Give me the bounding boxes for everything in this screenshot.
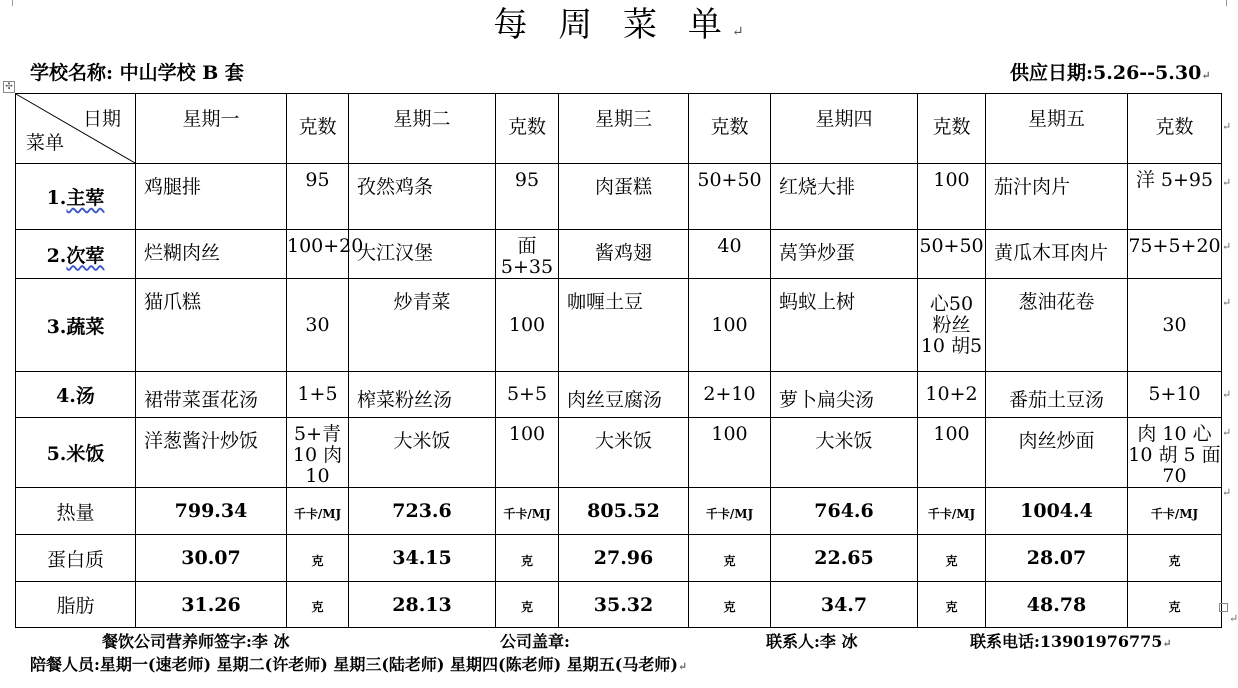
- nutrition-unit: 克: [496, 582, 559, 628]
- nutrition-unit: 克: [1128, 582, 1222, 628]
- page-title: 每 周 菜 单↵: [493, 5, 744, 45]
- weekly-menu-table: [15, 93, 1222, 628]
- nutrition-value: 31.26: [136, 582, 287, 628]
- dish-cell: 萝卜扁尖汤: [771, 372, 918, 418]
- nutrition-unit: 克: [918, 582, 986, 628]
- dish-cell: 大米饭: [349, 418, 496, 488]
- dish-cell: 茄汁肉片: [986, 164, 1128, 230]
- table-row: [16, 164, 1222, 230]
- nutrition-row: [16, 582, 1222, 628]
- header-row: [16, 94, 1222, 164]
- nutrition-value: 34.15: [349, 535, 496, 582]
- table-row: [16, 230, 1222, 279]
- nutrition-unit: 克: [689, 535, 771, 582]
- gram-cell: 50+50: [689, 164, 771, 230]
- gram-header: 克数: [287, 94, 349, 164]
- nutrition-value: 22.65: [771, 535, 918, 582]
- gram-cell: 肉 10 心 10 胡 5 面 70: [1128, 418, 1222, 488]
- gram-cell: 100: [689, 418, 771, 488]
- company-seal: 公司盖章:: [500, 632, 570, 651]
- gram-cell: 50+50: [918, 230, 986, 279]
- gram-header: 克数: [689, 94, 771, 164]
- nutrition-value: 805.52: [559, 488, 689, 535]
- dish-cell: 番茄土豆汤: [986, 372, 1128, 418]
- nutrition-row: [16, 535, 1222, 582]
- gram-cell: 5+10: [1128, 372, 1222, 418]
- nutrition-unit: 千卡/MJ: [496, 488, 559, 535]
- gram-cell: 30: [287, 279, 349, 372]
- dish-cell: 大米饭: [771, 418, 918, 488]
- day-header: 星期二: [349, 94, 496, 164]
- nutrition-label: 蛋白质: [16, 535, 136, 582]
- dish-cell: 裙带菜蛋花汤: [136, 372, 287, 418]
- nutrition-value: 28.13: [349, 582, 496, 628]
- dish-cell: 猫爪糕: [136, 279, 287, 372]
- gram-cell: 40: [689, 230, 771, 279]
- nutrition-unit: 千卡/MJ: [1128, 488, 1222, 535]
- category-name: 次荤: [66, 244, 105, 267]
- dish-cell: 咖喱土豆: [559, 279, 689, 372]
- gram-cell: 100: [496, 418, 559, 488]
- dish-cell: 肉丝炒面: [986, 418, 1128, 488]
- category-label: 4.汤: [16, 372, 136, 418]
- category-number: 2.: [46, 244, 67, 267]
- nutrition-label: 热量: [16, 488, 136, 535]
- dish-cell: 红烧大排: [771, 164, 918, 230]
- day-header: 星期一: [136, 94, 287, 164]
- dish-cell: 榨菜粉丝汤: [349, 372, 496, 418]
- category-name: 主荤: [66, 187, 105, 209]
- gram-header: 克数: [496, 94, 559, 164]
- dish-cell: 洋葱酱汁炒饭: [136, 418, 287, 488]
- table-row: [16, 372, 1222, 418]
- gram-cell: 30: [1128, 279, 1222, 372]
- table-row: [16, 279, 1222, 372]
- nutrition-value: 723.6: [349, 488, 496, 535]
- gram-cell: 100: [918, 164, 986, 230]
- day-header: 星期三: [559, 94, 689, 164]
- gram-cell: 1+5: [287, 372, 349, 418]
- nutritionist-signature: 餐饮公司营养师签字:李 冰: [102, 632, 290, 651]
- nutrition-unit: 克: [1128, 535, 1222, 582]
- gram-cell: 95: [496, 164, 559, 230]
- nutrition-value: 28.07: [986, 535, 1128, 582]
- nutrition-label: 脂肪: [16, 582, 136, 628]
- table-body: [16, 94, 1222, 628]
- nutrition-unit: 千卡/MJ: [918, 488, 986, 535]
- nutrition-value: 764.6: [771, 488, 918, 535]
- gram-cell: 5+5: [496, 372, 559, 418]
- dish-cell: 莴笋炒蛋: [771, 230, 918, 279]
- dish-cell: 大米饭: [559, 418, 689, 488]
- corner-date-label: 日期: [82, 108, 121, 130]
- gram-header: 克数: [1128, 94, 1222, 164]
- dish-cell: 肉蛋糕: [559, 164, 689, 230]
- dish-cell: 炒青菜: [349, 279, 496, 372]
- gram-cell: 洋 5+95: [1128, 164, 1222, 230]
- dish-cell: 孜然鸡条: [349, 164, 496, 230]
- nutrition-value: 1004.4: [986, 488, 1128, 535]
- dish-cell: 肉丝豆腐汤: [559, 372, 689, 418]
- category-label: [16, 164, 136, 230]
- gram-cell: 95: [287, 164, 349, 230]
- dish-cell: 葱油花卷: [986, 279, 1128, 372]
- nutrition-unit: 克: [496, 535, 559, 582]
- day-header: 星期五: [986, 94, 1128, 164]
- supply-date: 供应日期:5.26--5.30↵: [1010, 62, 1211, 84]
- nutrition-value: 799.34: [136, 488, 287, 535]
- gram-cell: 2+10: [689, 372, 771, 418]
- nutrition-value: 48.78: [986, 582, 1128, 628]
- contact-phone: 联系电话:13901976775↵: [970, 632, 1172, 651]
- contact-person: 联系人:李 冰: [766, 632, 858, 651]
- day-header: 星期四: [771, 94, 918, 164]
- dish-cell: 蚂蚁上树: [771, 279, 918, 372]
- table-row: [16, 418, 1222, 488]
- table-move-handle-icon[interactable]: ✣: [3, 81, 15, 93]
- nutrition-value: 35.32: [559, 582, 689, 628]
- school-name: 学校名称: 中山学校 B 套: [30, 62, 244, 84]
- dish-cell: 酱鸡翅: [559, 230, 689, 279]
- gram-cell: 5+青 10 肉 10: [287, 418, 349, 488]
- corner-menu-label: 菜单: [26, 132, 65, 154]
- gram-cell: 75+5+20: [1128, 230, 1222, 279]
- gram-cell: 心50 粉丝 10 胡5: [918, 279, 986, 372]
- nutrition-value: 30.07: [136, 535, 287, 582]
- gram-header: 克数: [918, 94, 986, 164]
- gram-cell: 100: [918, 418, 986, 488]
- gram-cell: 10+2: [918, 372, 986, 418]
- table-resize-handle-icon[interactable]: [1219, 603, 1228, 612]
- dish-cell: 烂糊肉丝: [136, 230, 287, 279]
- gram-cell: 100+20: [287, 230, 349, 279]
- nutrition-unit: 克: [689, 582, 771, 628]
- nutrition-unit: 千卡/MJ: [689, 488, 771, 535]
- category-label: 3.蔬菜: [16, 279, 136, 372]
- nutrition-row: [16, 488, 1222, 535]
- nutrition-unit: 克: [918, 535, 986, 582]
- nutrition-value: 34.7: [771, 582, 918, 628]
- nutrition-unit: 千卡/MJ: [287, 488, 349, 535]
- category-label: [16, 230, 136, 279]
- gram-cell: 面5+35: [496, 230, 559, 279]
- dish-cell: 鸡腿排: [136, 164, 287, 230]
- gram-cell: 100: [496, 279, 559, 372]
- corner-cell: [16, 94, 136, 164]
- dish-cell: 大江汉堡: [349, 230, 496, 279]
- gram-cell: 100: [689, 279, 771, 372]
- nutrition-unit: 克: [287, 535, 349, 582]
- nutrition-value: 27.96: [559, 535, 689, 582]
- dish-cell: 黄瓜木耳肉片: [986, 230, 1128, 279]
- category-label: 5.米饭: [16, 418, 136, 488]
- escort-staff: 陪餐人员:星期一(速老师) 星期二(许老师) 星期三(陆老师) 星期四(陈老师) 星期五(马老师)↵: [30, 655, 688, 674]
- category-number: 1.: [46, 187, 67, 209]
- nutrition-unit: 克: [287, 582, 349, 628]
